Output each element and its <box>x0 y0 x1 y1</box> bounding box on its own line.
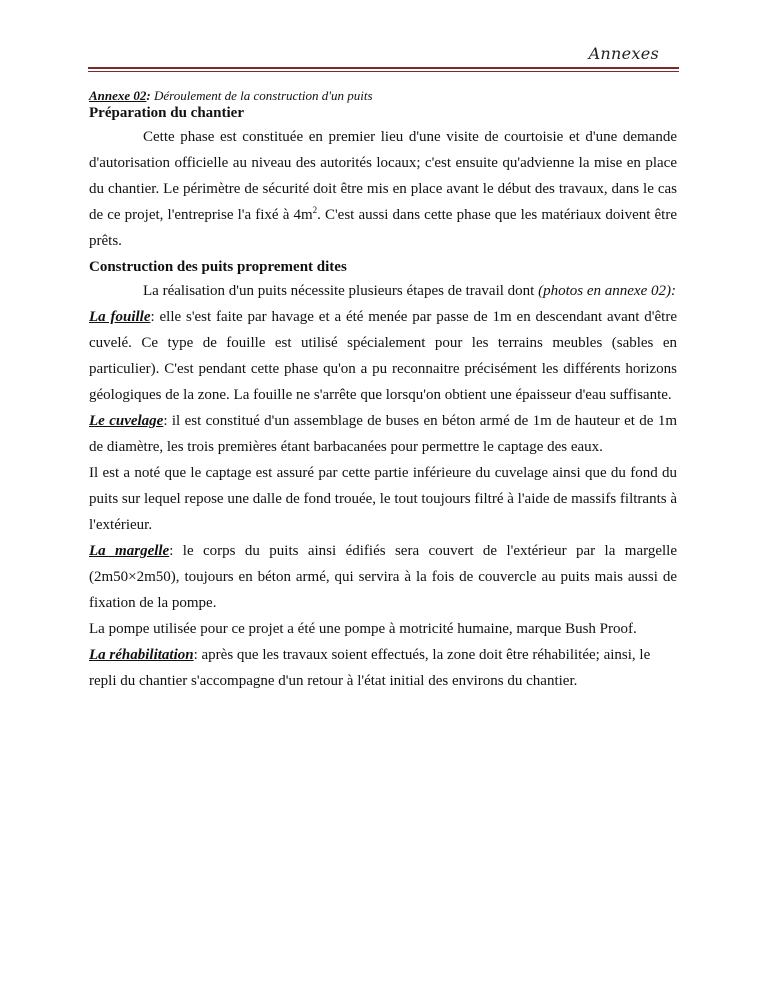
paragraph-rehabilitation <box>89 642 677 694</box>
header-rule-thin <box>88 71 679 72</box>
paragraph-fouille-text: : elle s'est faite par havage et a été menée par passe de 1m en descendant avant d'être cuvelé. Ce type de fouille est utilisé spécialement pour les terrains meubles (sables en particulier). C'est pendant cette phase qu'on a pu reconnaitre précisément les différents horizons géologiques de la zone. La fouille ne s'arrête que lorsqu'on obtient une épaisseur d'eau suffisante. <box>89 309 677 403</box>
paragraph-intro <box>89 278 677 304</box>
section-heading-construction: Construction des puits proprement dites <box>89 259 347 275</box>
term-rehabilitation: La réhabilitation <box>89 647 194 663</box>
paragraph-preparation-part1: Cette phase est constituée en premier lieu d'une visite de courtoisie et d'une demande d'autorisation officielle au niveau des autorités locaux; c'est ensuite qu'advienne la mise en place du chantier. Le périmètre de sécurité doit être mis en place avant le début des travaux, dans le cas de ce projet, l'entreprise l'a fixé à 4m <box>89 129 677 223</box>
paragraph-preparation <box>89 124 677 254</box>
paragraph-pompe: La pompe utilisée pour ce projet a été une pompe à motricité humaine, marque Bush Proof. <box>89 621 637 637</box>
paragraph-intro-ref: (photos en annexe 02): <box>538 283 676 299</box>
paragraph-intro-text: La réalisation d'un puits nécessite plusieurs étapes de travail dont <box>143 283 539 299</box>
annex-caption <box>89 88 677 104</box>
annex-caption-colon: : <box>146 88 151 103</box>
header-rule-thick <box>88 67 679 69</box>
term-cuvelage: Le cuvelage <box>89 413 164 429</box>
paragraph-cuvelage-text: : il est constitué d'un assemblage de buses en béton armé de 1m de hauteur et de 1m de diamètre, les trois premières étant barbacanées pour permettre le captage des eaux. <box>89 413 677 455</box>
paragraph-rehabilitation-text: : après que les travaux soient effectués, la zone doit être réhabilitée; ainsi, le repli du chantier s'accompagne d'un retour à l'état initial des environs du chantier. <box>89 647 651 689</box>
paragraph-margelle-text: : le corps du puits ainsi édifiés sera couvert de l'extérieur par la margelle (2m50×2m50), toujours en béton armé, qui servira à la fois de couvercle au puits mais aussi de fixation de la pompe. <box>89 543 677 611</box>
term-fouille: La fouille <box>89 309 151 325</box>
paragraph-captage: Il est a noté que le captage est assuré par cette partie inférieure du cuvelage ainsi que du fond du puits sur lequel repose une dalle de fond trouée, le tout toujours filtré à l'aide de massifs filtrants à l'extérieur. <box>89 465 677 533</box>
annex-caption-text: Déroulement de la construction d'un puits <box>150 88 373 103</box>
paragraph-cuvelage <box>89 408 677 460</box>
superscript-two: 2 <box>312 205 318 215</box>
document-body <box>89 88 677 694</box>
annex-caption-label: Annexe 02 <box>89 88 147 103</box>
section-heading-preparation: Préparation du chantier <box>89 105 244 121</box>
paragraph-preparation-part2: . C'est aussi dans cette phase que les matériaux doivent être prêts. <box>89 207 678 249</box>
term-margelle: La margelle <box>89 543 170 559</box>
paragraph-margelle <box>89 538 677 616</box>
paragraph-fouille <box>89 304 677 408</box>
page-header-title: Annexes <box>588 44 659 63</box>
